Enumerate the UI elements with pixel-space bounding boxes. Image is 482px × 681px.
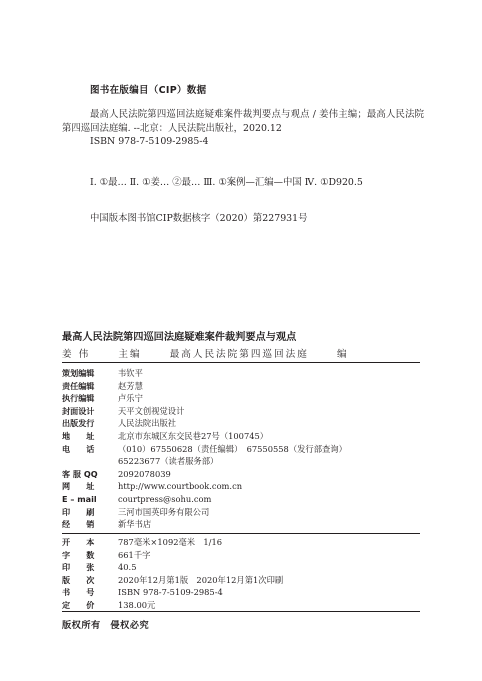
website-value: http://www.courtbook.com.cn (118, 481, 243, 492)
specs-list (62, 536, 420, 612)
cip-entry: 最高人民法院第四巡回法庭疑难案件裁判要点与观点 / 姜伟主编；最高人民法院第四巡回法庭编. --北京：人民法院出版社，2020.12 (62, 109, 424, 134)
spec-row (62, 586, 420, 599)
rights-notice: 版权所有 侵权必究 (62, 620, 150, 631)
divider-middle (62, 533, 420, 534)
staff-row (62, 405, 420, 418)
staff-label: 策划编辑 (62, 368, 95, 378)
cip-classification-block (62, 176, 424, 190)
staff-value: 北京市东城区东交民巷27号（100745） (118, 430, 269, 441)
staff-label: 责任编辑 (62, 380, 95, 391)
staff-label: 电 话 (62, 443, 95, 454)
staff-label: 出版发行 (62, 418, 95, 429)
staff-row (62, 443, 420, 456)
staff-value: 三河市国英印务有限公司 (118, 506, 210, 517)
staff-row (62, 367, 420, 380)
cip-entry-block (62, 108, 424, 149)
staff-value: 65223677（读者服务部） (118, 456, 219, 467)
spec-value: 661千字 (118, 549, 151, 560)
staff-row (62, 480, 420, 493)
staff-label: 地 址 (62, 430, 95, 441)
staff-value: 新华书店 (118, 519, 152, 530)
spec-label: 开 本 (62, 537, 95, 547)
price-value: 138.00元 (118, 599, 156, 610)
spec-value: 787毫米×1092毫米 1/16 (118, 537, 223, 547)
spec-label: 版 次 (62, 574, 95, 585)
staff-value: 赵芳慧 (118, 380, 143, 391)
book-title: 最高人民法院第四巡回法庭疑难案件裁判要点与观点 (62, 332, 297, 343)
staff-value: 韦钦平 (118, 368, 143, 378)
editor-name: 姜 伟 (62, 349, 91, 360)
cip-library-block (62, 212, 424, 226)
staff-label: 经 销 (62, 519, 95, 530)
staff-label: 执行编辑 (62, 393, 95, 404)
staff-value: 卢乐宁 (118, 393, 143, 404)
staff-row (62, 493, 420, 506)
spec-value: 40.5 (118, 562, 137, 573)
staff-label: 封面设计 (62, 405, 95, 416)
cip-classification: Ⅰ. ①最… Ⅱ. ①姜… ②最… Ⅲ. ①案例—汇编—中国 Ⅳ. ①D920.5 (90, 177, 363, 188)
compiler-role: 编 (336, 349, 349, 360)
staff-value: 2092078039 (118, 468, 171, 479)
staff-row (62, 417, 420, 430)
divider-bottom (62, 611, 420, 612)
staff-row (62, 468, 420, 481)
spec-label: 书 号 (62, 587, 95, 598)
spec-label: 字 数 (62, 549, 95, 560)
compiler-name: 最高人民法院第四巡回法庭 (169, 349, 309, 360)
spec-row (62, 599, 420, 612)
staff-row (62, 455, 420, 468)
staff-row (62, 392, 420, 405)
spec-row (62, 574, 420, 587)
cip-isbn: ISBN 978-7-5109-2985-4 (90, 136, 209, 148)
spec-label: 定 价 (62, 599, 95, 610)
staff-list (62, 367, 420, 531)
staff-row (62, 506, 420, 519)
staff-value: （010）67550628（责任编辑） 67550558（发行部查询） (118, 443, 347, 454)
divider-top (62, 362, 420, 363)
spec-row (62, 549, 420, 562)
spec-row (62, 561, 420, 574)
spec-value: ISBN 978-7-5109-2985-4 (118, 587, 223, 598)
spec-value: 2020年12月第1版 2020年12月第1次印刷 (118, 574, 284, 585)
staff-label: 印 刷 (62, 506, 95, 517)
spec-label: 印 张 (62, 562, 95, 573)
staff-row (62, 518, 420, 531)
staff-value: 天平文创视觉设计 (118, 405, 185, 416)
staff-value: 人民法院出版社 (118, 418, 177, 429)
staff-label: 网 址 (62, 481, 95, 492)
staff-row (62, 380, 420, 393)
cip-library-number: 中国版本图书馆CIP数据核字（2020）第227931号 (90, 213, 308, 224)
staff-label: 客 服 QQ (62, 468, 98, 479)
staff-row (62, 430, 420, 443)
spec-row (62, 536, 420, 549)
staff-label: E – mail (62, 493, 97, 504)
email-value: courtpress@sohu.com (118, 493, 212, 504)
editor-role: 主编 (118, 349, 142, 360)
cip-heading: 图书在版编目（CIP）数据 (90, 85, 207, 96)
author-line (62, 346, 349, 360)
